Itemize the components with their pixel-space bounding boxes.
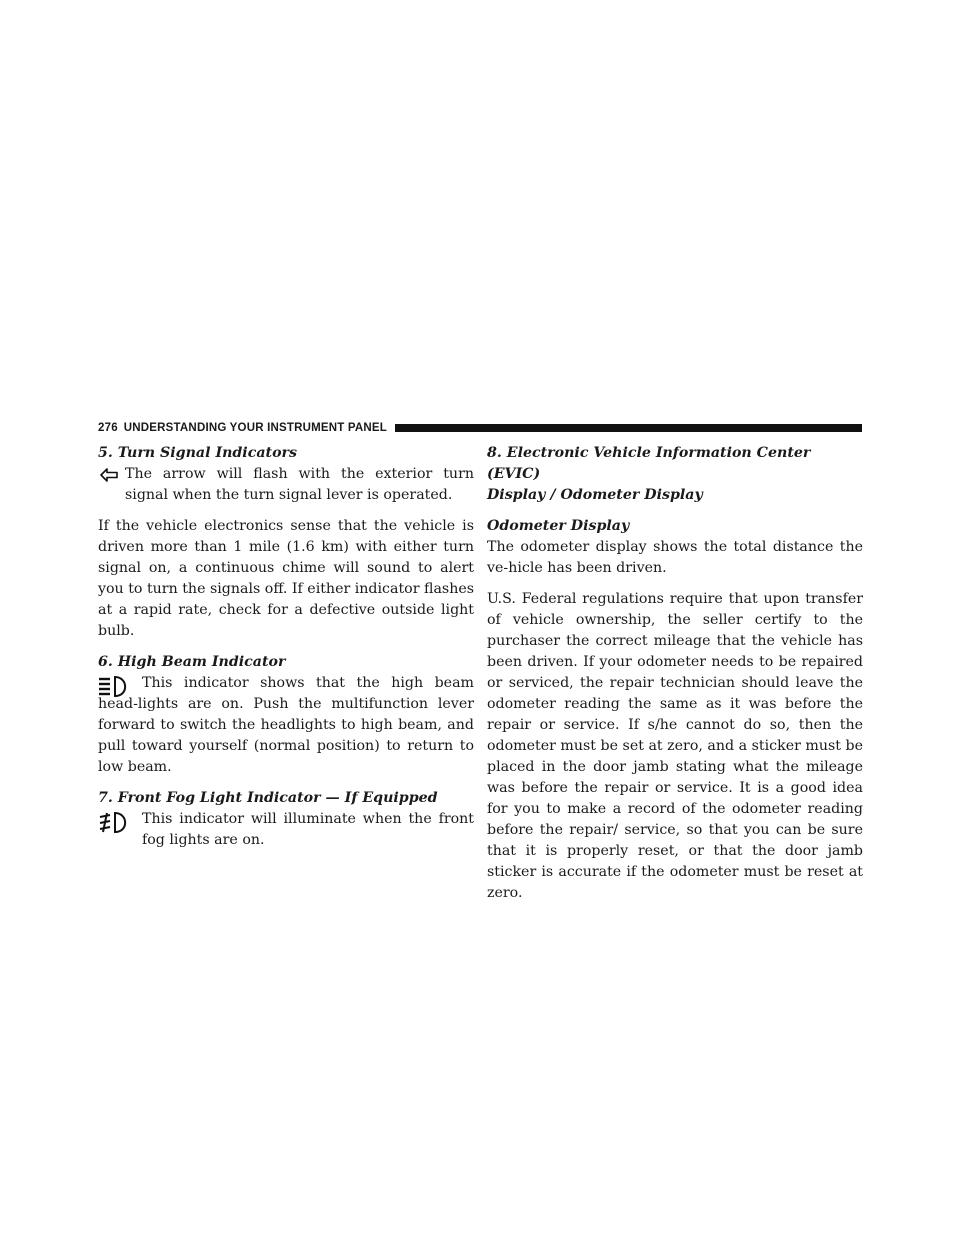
turn-signal-block <box>98 464 474 506</box>
page-number: 276 <box>98 422 118 434</box>
turn-signal-text: The arrow will flash with the exterior turn signal when the turn signal lever is operated. <box>125 466 474 503</box>
fog-light-block <box>98 809 474 851</box>
odometer-regulations: U.S. Federal regulations require that upon transfer of vehicle ownership, the seller certify to the purchaser the correct mileage that the vehicle has been driven. If your odometer needs to be repaired or serviced, the repair technician should leave the odometer reading the same as it was before the repair or service. If s/he cannot do so, then the odometer must be set at zero, and a sticker must be placed in the door jamb stating what the mileage was before the repair or service. It is a good idea for you to make a record of the odometer reading before the repair/ service, so that you can be sure that it is properly reset, or that the door jamb sticker is accurate if the odometer must be reset at zero. <box>487 591 863 901</box>
odometer-text: The odometer display shows the total distance the ve-hicle has been driven. <box>487 539 863 576</box>
evic-heading-line2: Display / Odometer Display <box>487 487 703 503</box>
evic-heading-line1: 8. Electronic Vehicle Information Center (EVIC) <box>487 445 811 482</box>
high-beam-block <box>98 673 474 778</box>
header-rule <box>395 424 862 432</box>
left-column <box>98 443 474 851</box>
section-title: UNDERSTANDING YOUR INSTRUMENT PANEL <box>123 422 387 434</box>
odometer-subheading: Odometer Display <box>487 518 630 534</box>
page-header <box>98 421 862 435</box>
turn-signal-note: If the vehicle electronics sense that the vehicle is driven more than 1 mile (1.6 km) with either turn signal on, a continuous chime will sound to alert you to turn the signals off. If either indicator flashes at a rapid rate, check for a defective outside light bulb. <box>98 518 475 639</box>
high-beam-icon <box>98 675 132 706</box>
front-fog-light-icon <box>98 811 132 842</box>
high-beam-heading: 6. High Beam Indicator <box>98 654 286 670</box>
turn-signal-heading: 5. Turn Signal Indicators <box>98 445 298 461</box>
turn-signal-arrow-icon <box>98 466 120 491</box>
right-column <box>487 443 863 904</box>
fog-light-text: This indicator will illuminate when the front fog lights are on. <box>142 811 474 848</box>
fog-light-heading: 7. Front Fog Light Indicator — If Equipped <box>98 790 438 806</box>
high-beam-text: This indicator shows that the high beam head-lights are on. Push the multifunction lever forward to switch the headlights to high beam, and pull toward yourself (normal position) to return to low beam. <box>98 675 474 775</box>
